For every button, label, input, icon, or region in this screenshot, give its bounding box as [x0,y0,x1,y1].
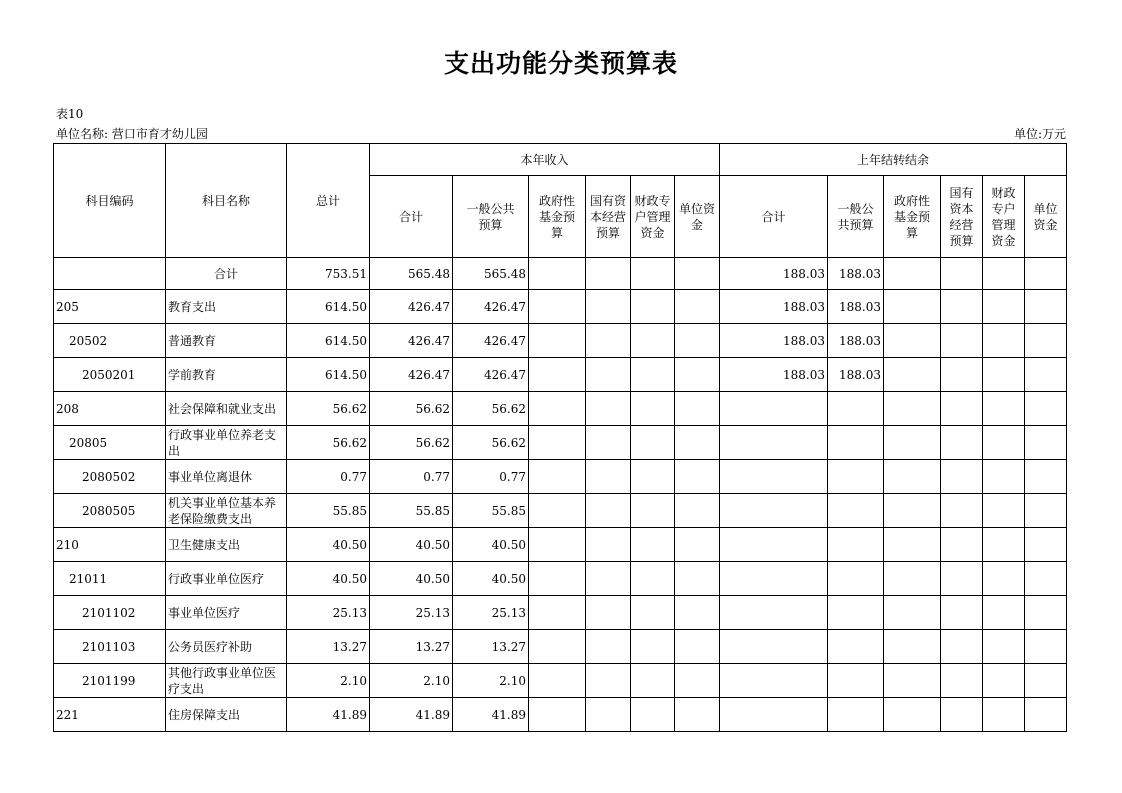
row-prev-subtotal: 188.03 [720,258,828,290]
row-cur-state-capital [586,392,631,426]
row-cur-state-capital [586,258,631,290]
row-prev-state-capital [941,290,983,324]
row-prev-state-capital [941,630,983,664]
row-cur-unit-fund [675,528,720,562]
row-cur-fiscal-account [631,258,675,290]
row-cur-subtotal: 41.89 [370,698,453,732]
row-cur-fiscal-account [631,290,675,324]
row-prev-fiscal-account [983,528,1025,562]
row-prev-gov-fund [884,596,941,630]
row-name: 行政事业单位医疗 [166,562,287,596]
row-cur-general: 56.62 [453,392,529,426]
row-prev-unit-fund [1025,664,1067,698]
row-cur-general: 55.85 [453,494,529,528]
header-cur-gov-fund: 政府性基金预算 [529,176,586,258]
header-cur-state-capital: 国有资本经营预算 [586,176,631,258]
row-name: 社会保障和就业支出 [166,392,287,426]
row-cur-state-capital [586,290,631,324]
row-cur-unit-fund [675,258,720,290]
row-prev-fiscal-account [983,596,1025,630]
row-cur-state-capital [586,358,631,392]
table-number: 表10 [56,107,84,121]
row-total: 56.62 [287,426,370,460]
row-code: 20805 [54,426,166,460]
row-cur-fiscal-account [631,324,675,358]
row-cur-unit-fund [675,392,720,426]
header-prev-unit-fund: 单位资金 [1025,176,1067,258]
row-cur-state-capital [586,494,631,528]
row-prev-fiscal-account [983,358,1025,392]
row-cur-gov-fund [529,258,586,290]
row-cur-unit-fund [675,290,720,324]
row-name: 住房保障支出 [166,698,287,732]
row-cur-fiscal-account [631,630,675,664]
table-row [54,290,1067,324]
row-cur-state-capital [586,528,631,562]
row-prev-general [828,698,884,732]
row-prev-fiscal-account [983,324,1025,358]
row-prev-fiscal-account [983,562,1025,596]
row-cur-unit-fund [675,460,720,494]
row-cur-subtotal: 55.85 [370,494,453,528]
row-prev-unit-fund [1025,528,1067,562]
row-code: 2080505 [54,494,166,528]
header-code: 科目编码 [54,144,166,258]
row-cur-state-capital [586,596,631,630]
row-prev-fiscal-account [983,258,1025,290]
table-row [54,630,1067,664]
row-cur-general: 25.13 [453,596,529,630]
row-cur-general: 2.10 [453,664,529,698]
row-cur-unit-fund [675,664,720,698]
row-prev-gov-fund [884,426,941,460]
row-name: 合计 [166,258,287,290]
row-total: 40.50 [287,562,370,596]
table-row [54,426,1067,460]
row-prev-unit-fund [1025,290,1067,324]
row-cur-gov-fund [529,426,586,460]
row-name: 事业单位离退休 [166,460,287,494]
row-prev-unit-fund [1025,494,1067,528]
row-prev-fiscal-account [983,494,1025,528]
row-code [54,258,166,290]
row-prev-gov-fund [884,460,941,494]
row-cur-subtotal: 426.47 [370,358,453,392]
row-prev-state-capital [941,494,983,528]
row-cur-gov-fund [529,528,586,562]
row-cur-gov-fund [529,664,586,698]
row-prev-gov-fund [884,630,941,664]
row-prev-general: 188.03 [828,324,884,358]
row-prev-gov-fund [884,358,941,392]
header-total: 总计 [287,144,370,258]
row-cur-subtotal: 2.10 [370,664,453,698]
row-name: 其他行政事业单位医疗支出 [166,664,287,698]
unit-label: 单位:万元 [1013,127,1066,141]
row-total: 56.62 [287,392,370,426]
row-code: 2080502 [54,460,166,494]
row-cur-unit-fund [675,494,720,528]
row-prev-subtotal [720,392,828,426]
row-prev-state-capital [941,392,983,426]
row-prev-general: 188.03 [828,358,884,392]
row-code: 2101102 [54,596,166,630]
table-row [54,358,1067,392]
row-name: 行政事业单位养老支出 [166,426,287,460]
row-prev-state-capital [941,358,983,392]
row-cur-gov-fund [529,630,586,664]
row-code: 20502 [54,324,166,358]
row-total: 753.51 [287,258,370,290]
row-total: 40.50 [287,528,370,562]
row-total: 2.10 [287,664,370,698]
row-name: 事业单位医疗 [166,596,287,630]
row-prev-fiscal-account [983,290,1025,324]
row-prev-state-capital [941,664,983,698]
row-cur-fiscal-account [631,528,675,562]
row-code: 210 [54,528,166,562]
table-row [54,664,1067,698]
row-total: 614.50 [287,290,370,324]
row-cur-general: 41.89 [453,698,529,732]
header-current-income: 本年收入 [370,144,720,176]
row-cur-gov-fund [529,562,586,596]
row-prev-general [828,460,884,494]
row-prev-subtotal: 188.03 [720,324,828,358]
row-cur-general: 426.47 [453,290,529,324]
row-cur-fiscal-account [631,426,675,460]
row-prev-subtotal [720,426,828,460]
row-cur-fiscal-account [631,392,675,426]
row-cur-unit-fund [675,698,720,732]
row-prev-gov-fund [884,528,941,562]
row-prev-state-capital [941,596,983,630]
row-cur-subtotal: 426.47 [370,324,453,358]
table-row [54,698,1067,732]
row-prev-general [828,596,884,630]
row-code: 208 [54,392,166,426]
unit-name: 单位名称: 营口市育才幼儿园 [56,127,208,141]
row-cur-unit-fund [675,630,720,664]
table-row [54,324,1067,358]
row-cur-state-capital [586,630,631,664]
row-cur-fiscal-account [631,596,675,630]
row-code: 2050201 [54,358,166,392]
row-total: 55.85 [287,494,370,528]
row-cur-fiscal-account [631,358,675,392]
row-cur-gov-fund [529,596,586,630]
row-cur-gov-fund [529,358,586,392]
row-prev-state-capital [941,562,983,596]
row-prev-state-capital [941,426,983,460]
row-cur-unit-fund [675,358,720,392]
row-prev-unit-fund [1025,392,1067,426]
row-name: 公务员医疗补助 [166,630,287,664]
row-total: 41.89 [287,698,370,732]
row-prev-general: 188.03 [828,290,884,324]
row-cur-subtotal: 13.27 [370,630,453,664]
table-row [54,596,1067,630]
row-name: 普通教育 [166,324,287,358]
table-row [54,562,1067,596]
row-prev-general [828,562,884,596]
row-prev-subtotal: 188.03 [720,358,828,392]
row-cur-fiscal-account [631,698,675,732]
row-cur-unit-fund [675,562,720,596]
row-cur-fiscal-account [631,664,675,698]
header-prev-gov-fund: 政府性基金预算 [884,176,941,258]
row-cur-subtotal: 56.62 [370,426,453,460]
row-prev-unit-fund [1025,324,1067,358]
row-prev-fiscal-account [983,698,1025,732]
row-cur-gov-fund [529,494,586,528]
budget-table [53,143,1067,732]
row-code: 205 [54,290,166,324]
row-cur-state-capital [586,426,631,460]
row-cur-subtotal: 56.62 [370,392,453,426]
row-prev-fiscal-account [983,460,1025,494]
row-cur-unit-fund [675,596,720,630]
table-row [54,460,1067,494]
row-prev-gov-fund [884,562,941,596]
row-name: 教育支出 [166,290,287,324]
row-prev-general [828,630,884,664]
row-prev-unit-fund [1025,562,1067,596]
row-cur-general: 565.48 [453,258,529,290]
row-prev-state-capital [941,460,983,494]
row-prev-subtotal [720,664,828,698]
row-cur-fiscal-account [631,562,675,596]
row-cur-subtotal: 0.77 [370,460,453,494]
row-cur-gov-fund [529,698,586,732]
row-cur-gov-fund [529,290,586,324]
row-prev-unit-fund [1025,426,1067,460]
header-cur-unit-fund: 单位资金 [675,176,720,258]
row-cur-fiscal-account [631,494,675,528]
row-prev-gov-fund [884,258,941,290]
row-cur-general: 426.47 [453,324,529,358]
row-prev-subtotal [720,528,828,562]
row-code: 2101199 [54,664,166,698]
row-prev-unit-fund [1025,258,1067,290]
header-cur-subtotal: 合计 [370,176,453,258]
row-prev-state-capital [941,324,983,358]
row-cur-gov-fund [529,392,586,426]
row-prev-general [828,426,884,460]
row-cur-state-capital [586,460,631,494]
header-prev-general: 一般公共预算 [828,176,884,258]
row-prev-subtotal [720,596,828,630]
row-prev-fiscal-account [983,630,1025,664]
row-prev-unit-fund [1025,698,1067,732]
row-prev-general: 188.03 [828,258,884,290]
row-cur-state-capital [586,698,631,732]
table-row [54,494,1067,528]
row-cur-unit-fund [675,426,720,460]
row-prev-general [828,392,884,426]
row-prev-fiscal-account [983,392,1025,426]
row-cur-subtotal: 40.50 [370,528,453,562]
row-prev-unit-fund [1025,596,1067,630]
row-total: 13.27 [287,630,370,664]
row-prev-subtotal [720,630,828,664]
row-cur-general: 56.62 [453,426,529,460]
row-cur-general: 426.47 [453,358,529,392]
row-cur-state-capital [586,324,631,358]
row-prev-unit-fund [1025,630,1067,664]
page-title: 支出功能分类预算表 [443,49,678,78]
table-row [54,258,1067,290]
row-prev-gov-fund [884,290,941,324]
row-prev-gov-fund [884,698,941,732]
row-cur-general: 0.77 [453,460,529,494]
row-cur-unit-fund [675,324,720,358]
header-cur-fiscal-account: 财政专户管理资金 [631,176,675,258]
row-cur-general: 13.27 [453,630,529,664]
table-row [54,392,1067,426]
row-total: 0.77 [287,460,370,494]
header-prev-state-capital: 国有资本经营预算 [941,176,983,258]
row-prev-gov-fund [884,664,941,698]
row-name: 卫生健康支出 [166,528,287,562]
row-prev-subtotal [720,562,828,596]
row-name: 学前教育 [166,358,287,392]
row-cur-state-capital [586,562,631,596]
row-cur-subtotal: 565.48 [370,258,453,290]
header-prev-subtotal: 合计 [720,176,828,258]
row-code: 2101103 [54,630,166,664]
row-total: 25.13 [287,596,370,630]
header-name: 科目名称 [166,144,287,258]
row-prev-gov-fund [884,494,941,528]
row-cur-general: 40.50 [453,562,529,596]
row-total: 614.50 [287,358,370,392]
row-prev-state-capital [941,528,983,562]
header-prev-fiscal-account: 财政专户管理资金 [983,176,1025,258]
row-prev-subtotal [720,698,828,732]
row-code: 21011 [54,562,166,596]
row-total: 614.50 [287,324,370,358]
row-prev-subtotal [720,460,828,494]
row-prev-unit-fund [1025,460,1067,494]
row-prev-fiscal-account [983,426,1025,460]
row-cur-subtotal: 40.50 [370,562,453,596]
row-cur-gov-fund [529,324,586,358]
table-row [54,528,1067,562]
row-prev-unit-fund [1025,358,1067,392]
row-prev-subtotal: 188.03 [720,290,828,324]
row-cur-state-capital [586,664,631,698]
row-prev-general [828,494,884,528]
row-name: 机关事业单位基本养老保险缴费支出 [166,494,287,528]
row-cur-gov-fund [529,460,586,494]
row-prev-fiscal-account [983,664,1025,698]
row-prev-gov-fund [884,392,941,426]
row-prev-general [828,528,884,562]
header-prev-balance: 上年结转结余 [720,144,1067,176]
row-code: 221 [54,698,166,732]
row-prev-state-capital [941,698,983,732]
row-cur-subtotal: 25.13 [370,596,453,630]
row-prev-subtotal [720,494,828,528]
row-cur-general: 40.50 [453,528,529,562]
row-prev-gov-fund [884,324,941,358]
row-prev-general [828,664,884,698]
row-cur-fiscal-account [631,460,675,494]
row-cur-subtotal: 426.47 [370,290,453,324]
header-cur-general: 一般公共预算 [453,176,529,258]
row-prev-state-capital [941,258,983,290]
